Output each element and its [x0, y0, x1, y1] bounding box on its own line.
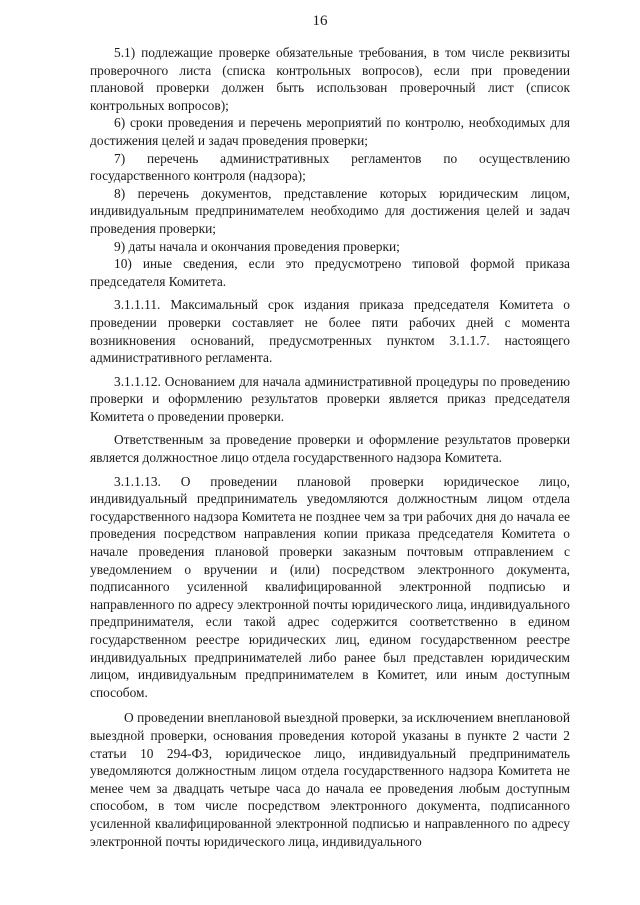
paragraph-item-5-1: 5.1) подлежащие проверке обязательные требования, в том числе реквизиты проверочного листа (списка контрольных вопросов), если при проведении плановой проверки должен быть использован проверочный лист (список контрольных вопросов); [90, 45, 570, 113]
paragraph-item-6: 6) сроки проведения и перечень мероприятий по контролю, необходимых для достижения целей и задач проведения проверки; [90, 115, 570, 148]
document-body [90, 44, 570, 850]
paragraph-item-9: 9) даты начала и окончания проведения проверки; [114, 238, 400, 254]
paragraph-3-1-1-13: 3.1.1.13. О проведении плановой проверки юридическое лицо, индивидуальный предприниматель уведомляются должностным лицом отдела государственного надзора Комитета не позднее чем за три рабочих дня до начала ее проведения посредством направления копии приказа председателя Комитета о начале проведения плановой проверки заказным почтовым отправлением с уведомлением о вручении и (или) посредством электронного документа, подписанного усиленной квалифицированной электронной подписью и направленного по адресу электронной почты юридического лица, индивидуального предпринимателя, если такой адрес содержится соответственно в едином государственном реестре юридических лиц, едином государственном реестре индивидуальных предпринимателей либо ранее был представлен юридическим лицом, индивидуальным предпринимателем в Комитет, или иным доступным способом. [90, 473, 570, 700]
paragraph-item-10: 10) иные сведения, если это предусмотрено типовой формой приказа председателя Комитета. [90, 256, 570, 289]
paragraph-3-1-1-12: 3.1.1.12. Основанием для начала административной процедуры по проведению проверки и оформлению результатов проверки является приказ председателя Комитета о проведении проверки. [90, 373, 570, 424]
paragraph-unscheduled-inspection: О проведении внеплановой выездной проверки, за исключением внеплановой выездной проверки, основания проведения которой указаны в пункте 2 части 2 статьи 10 294-ФЗ, юридическое лицо, индивидуальный предприниматель уведомляются должностным лицом отдела государственного надзора Комитета не менее чем за двадцать четыре часа до начала ее проведения любым доступным способом, в том числе посредством электронного документа, подписанного усиленной квалифицированной электронной подписью и направленного по адресу электронной почты юридического лица, индивидуального [90, 710, 570, 849]
paragraph-responsible: Ответственным за проведение проверки и оформление результатов проверки является должностное лицо отдела государственного надзора Комитета. [90, 432, 570, 466]
page-number: 16 [312, 13, 328, 29]
paragraph-item-7: 7) перечень административных регламентов по осуществлению государственного контроля (надзора); [90, 150, 570, 184]
paragraph-3-1-1-11: 3.1.1.11. Максимальный срок издания приказа председателя Комитета о проведении проверки составляет не более пяти рабочих дней с момента возникновения оснований, предусмотренных пунктом 3.1.1.7. настоящего административного регламента. [90, 297, 570, 366]
paragraph-item-8: 8) перечень документов, представление которых юридическим лицом, индивидуальным предпринимателем необходимо для достижения целей и задач проведения проверки; [90, 185, 570, 236]
